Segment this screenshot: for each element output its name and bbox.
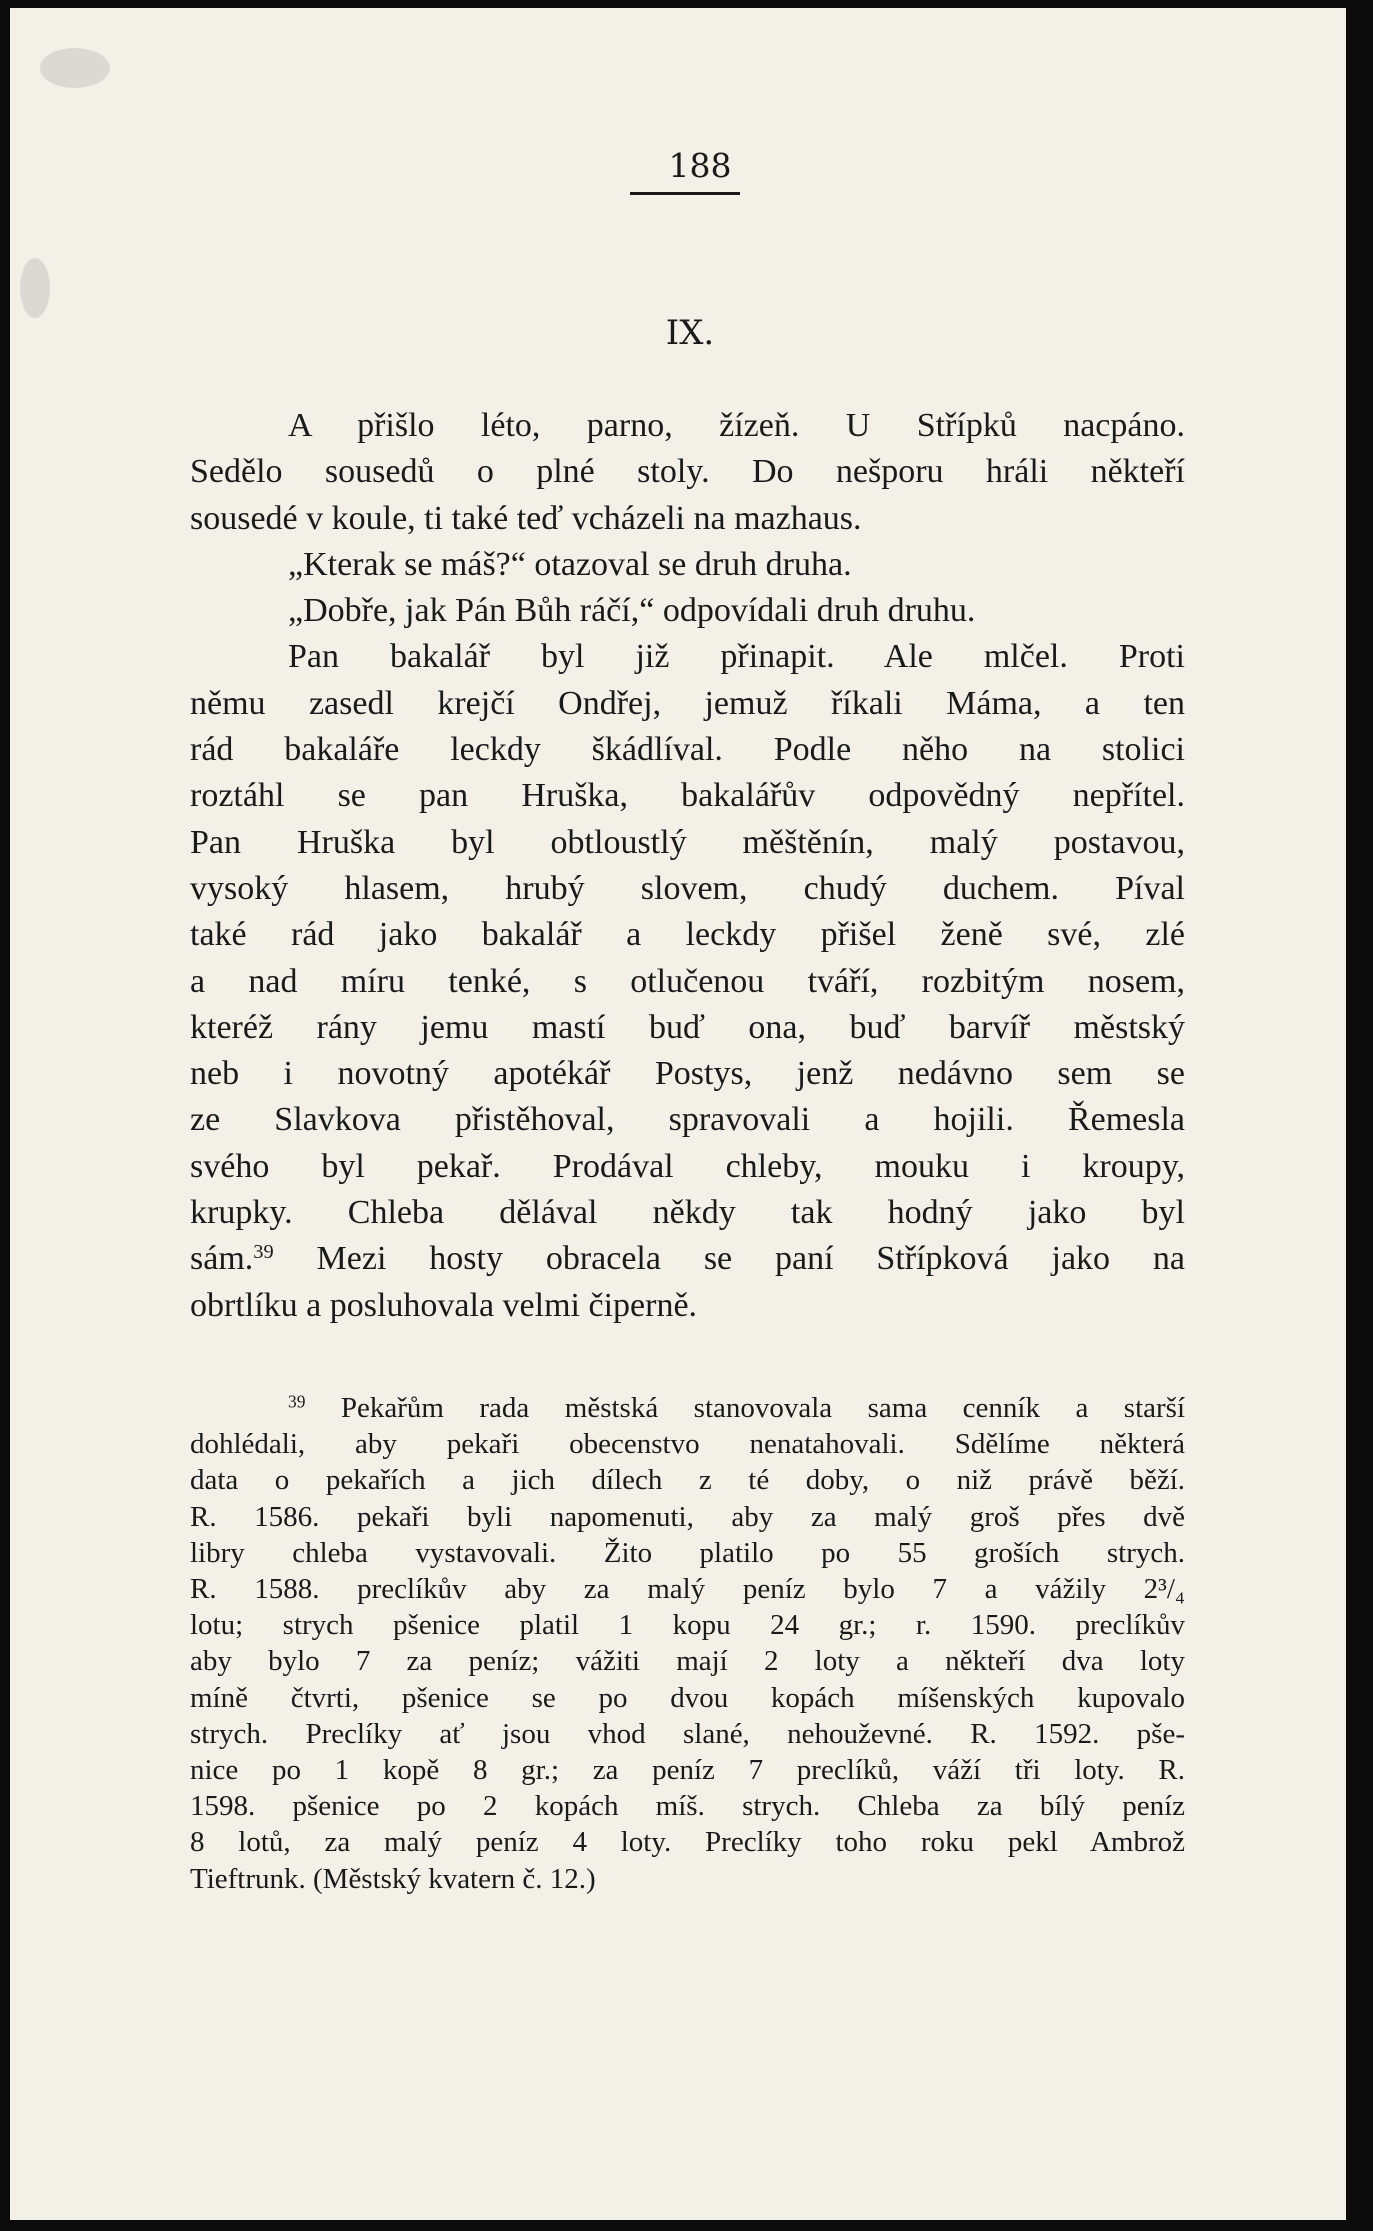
body-line: také rád jako bakalář a leckdy přišel ženě své, zlé (190, 916, 1185, 954)
body-line: Sedělo sousedů o plné stoly. Do nešporu hráli někteří (190, 453, 1185, 491)
footnote-line: R. 1588. preclíkův aby za malý peníz bylo 7 a vážily 2³/₄ (190, 1573, 1185, 1606)
print-smudge (40, 48, 110, 88)
footnote-line: aby bylo 7 za peníz; vážiti mají 2 loty a někteří dva loty (190, 1645, 1185, 1678)
footnote-line: strych. Preclíky ať jsou vhod slané, nehouževné. R. 1592. pše- (190, 1717, 1185, 1750)
body-line: krupky. Chleba dělával někdy tak hodný jako byl (190, 1194, 1185, 1232)
footnote-line: R. 1586. pekaři byli napomenuti, aby za malý groš přes dvě (190, 1500, 1185, 1533)
body-line (190, 1236, 1185, 1282)
body-line: „Kterak se máš?“ otazoval se druh druha. (288, 545, 852, 583)
book-page (10, 8, 1346, 2220)
footnote-line: nice po 1 kopě 8 gr.; za peníz 7 preclíků, váží tři loty. R. (190, 1754, 1185, 1787)
footnote (190, 1390, 1185, 1897)
body-line-start: sám. (190, 1240, 254, 1278)
body-line: a nad míru tenké, s otlučenou tváří, rozbitým nosem, (190, 962, 1185, 1000)
body-line: vysoký hlasem, hrubý slovem, chudý duchem. Píval (190, 869, 1185, 907)
footnote-line: dohlédali, aby pekaři obecenstvo nenatahovali. Sdělíme některá (190, 1428, 1185, 1461)
body-line: obrtlíku a posluhovala velmi čiperně. (190, 1286, 698, 1324)
body-line: A přišlo léto, parno, žízeň. U Střípků nacpáno. (288, 407, 1185, 444)
body-line: ze Slavkova přistěhoval, spravovali a hojili. Řemesla (190, 1101, 1185, 1139)
body-line-end: Mezi hosty obracela se paní Střípková jako na (273, 1240, 1185, 1278)
body-line: Pan bakalář byl již přinapit. Ale mlčel. Proti (288, 638, 1185, 676)
footnote-line: míně čtvrti, pšenice se po dvou kopách míšenských kupovalo (190, 1681, 1185, 1714)
body-line: kteréž rány jemu mastí buď ona, buď barvíř městský (190, 1008, 1185, 1046)
body-line: němu zasedl krejčí Ondřej, jemuž říkali Máma, a ten (190, 684, 1185, 722)
footnote-reference: 39 (253, 1241, 274, 1264)
footnote-first-text: Pekařům rada městská stanovovala sama cenník a starší (305, 1392, 1185, 1424)
page-number: 188 (668, 146, 732, 185)
page-number-underline (630, 192, 740, 195)
print-smudge (20, 258, 50, 318)
footnote-line: lotu; strych pšenice platil 1 kopu 24 gr.; r. 1590. preclíkův (190, 1609, 1185, 1642)
footnote-line (190, 1390, 1185, 1426)
footnote-line: data o pekařích a jich dílech z té doby, o niž právě běží. (190, 1464, 1185, 1497)
footnote-line: libry chleba vystavovali. Žito platilo po 55 groších strych. (190, 1536, 1185, 1569)
chapter-heading: IX. (665, 313, 715, 353)
footnote-line: 8 lotů, za malý peníz 4 loty. Preclíky toho roku pekl Ambrož (190, 1826, 1185, 1859)
body-line: roztáhl se pan Hruška, bakalářův odpovědný nepřítel. (190, 777, 1185, 815)
body-line: rád bakaláře leckdy škádlíval. Podle něho na stolici (190, 731, 1185, 769)
body-line: svého byl pekař. Prodával chleby, mouku i kroupy, (190, 1147, 1185, 1185)
body-line: neb i novotný apotékář Postys, jenž nedávno sem se (190, 1055, 1185, 1093)
footnote-line: Tieftrunk. (Městský kvatern č. 12.) (190, 1862, 596, 1895)
body-line: sousedé v koule, ti také teď vcházeli na mazhaus. (190, 499, 862, 537)
body-text (190, 403, 1185, 1329)
footnote-line: 1598. pšenice po 2 kopách míš. strych. Chleba za bílý peníz (190, 1790, 1185, 1823)
footnote-marker: 39 (288, 1391, 306, 1412)
body-line: „Dobře, jak Pán Bůh ráčí,“ odpovídali druh druhu. (288, 592, 976, 630)
body-line: Pan Hruška byl obtloustlý měštěnín, malý postavou, (190, 823, 1185, 861)
